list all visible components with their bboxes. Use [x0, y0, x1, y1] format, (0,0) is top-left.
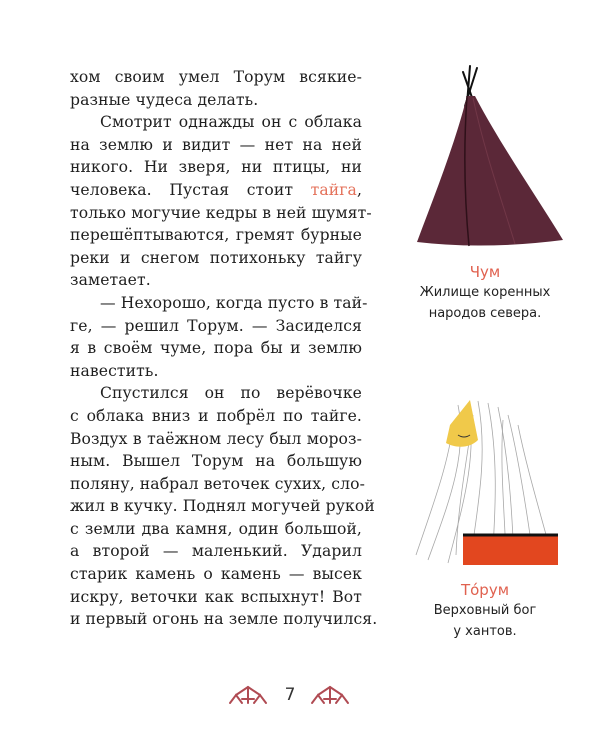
body-line — [70, 156, 362, 179]
body-line-text: реки и снегом потихоньку тайгу — [70, 248, 362, 267]
body-line — [70, 586, 362, 609]
body-line-text: никого. Ни зверя, ни птицы, ни — [70, 158, 362, 177]
glossary-term-taiga: тайга — [310, 180, 357, 199]
body-line-text: навестить. — [70, 361, 159, 380]
body-line — [70, 518, 362, 541]
body-line-text: а второй — маленький. Ударил — [70, 542, 362, 561]
body-line-text: хом своим умел Торум всякие- — [70, 68, 362, 86]
chum-illustration — [415, 64, 565, 254]
body-line — [70, 382, 362, 405]
body-line — [70, 360, 362, 383]
body-line — [70, 315, 362, 338]
body-text — [70, 66, 378, 631]
body-line-text: на землю и видит — нет на ней — [70, 135, 362, 154]
body-line — [70, 247, 362, 270]
body-line — [70, 473, 365, 496]
body-line-text: поляну, набрал веточек сухих, сло- — [70, 474, 365, 493]
body-line-text: только могучие кедры в ней шумят- — [70, 203, 372, 222]
torum-caption-line-2: у хантов. — [453, 624, 517, 639]
body-line-text: человека. Пустая стоит — [70, 180, 311, 199]
chum-caption-title: Чум — [469, 263, 501, 281]
body-line-text: разные чудеса делать. — [70, 90, 259, 109]
body-line — [70, 179, 362, 202]
body-line-text: ге, — решил Торум. — Засиделся — [70, 316, 362, 335]
body-line-text: заметает. — [70, 271, 151, 290]
body-line-text: и первый огонь на земле получился. — [70, 610, 378, 629]
body-line — [70, 495, 375, 518]
body-line-text: — Нехорошо, когда пусто в тай- — [100, 293, 368, 312]
torum-caption-title: То́рум — [460, 581, 510, 599]
body-line-text: искру, веточки как вспыхнут! Вот — [70, 587, 362, 606]
body-line-text: старик камень о камень — высек — [70, 565, 362, 584]
torum-illustration — [408, 395, 568, 565]
body-line-text: ным. Вышел Торум на большую — [70, 452, 362, 471]
page-number: 7 — [284, 685, 296, 705]
body-line-text: Воздух в таёжном лесу был мороз- — [70, 429, 362, 448]
chum-caption — [400, 262, 570, 324]
body-line-punctuation: , — [356, 180, 362, 199]
body-line-text: с земли два камня, один большой, — [70, 519, 362, 538]
body-line — [70, 202, 372, 225]
body-line — [70, 111, 362, 134]
body-line — [70, 608, 378, 631]
body-line-text: перешёптываются, гремят бурные — [70, 226, 362, 245]
body-line-text: я в своём чуме, пора бы и землю — [70, 339, 362, 358]
body-line — [70, 89, 362, 112]
body-line — [70, 450, 362, 473]
body-line — [70, 66, 362, 89]
body-line-text: Спустился он по верёвочке — [100, 384, 362, 403]
body-line — [70, 292, 368, 315]
right-ornament-icon — [308, 683, 352, 707]
body-line-text: с облака вниз и побрёл по тайге. — [70, 406, 362, 425]
body-line — [70, 540, 362, 563]
chum-caption-line-2: народов севера. — [428, 306, 542, 321]
chum-caption-line-1: Жилище коренных — [419, 285, 551, 300]
body-line — [70, 224, 362, 247]
torum-caption-line-1: Верховный бог — [433, 603, 537, 618]
body-line — [70, 337, 362, 360]
body-line — [70, 428, 362, 451]
body-line — [70, 134, 362, 157]
body-line-text: Смотрит однажды он с облака — [100, 113, 362, 132]
body-line — [70, 405, 362, 428]
body-line — [70, 563, 362, 586]
torum-caption — [400, 580, 570, 642]
body-line — [70, 269, 362, 292]
left-ornament-icon — [226, 683, 270, 707]
body-line-text: жил в кучку. Поднял могучей рукой — [70, 497, 375, 516]
